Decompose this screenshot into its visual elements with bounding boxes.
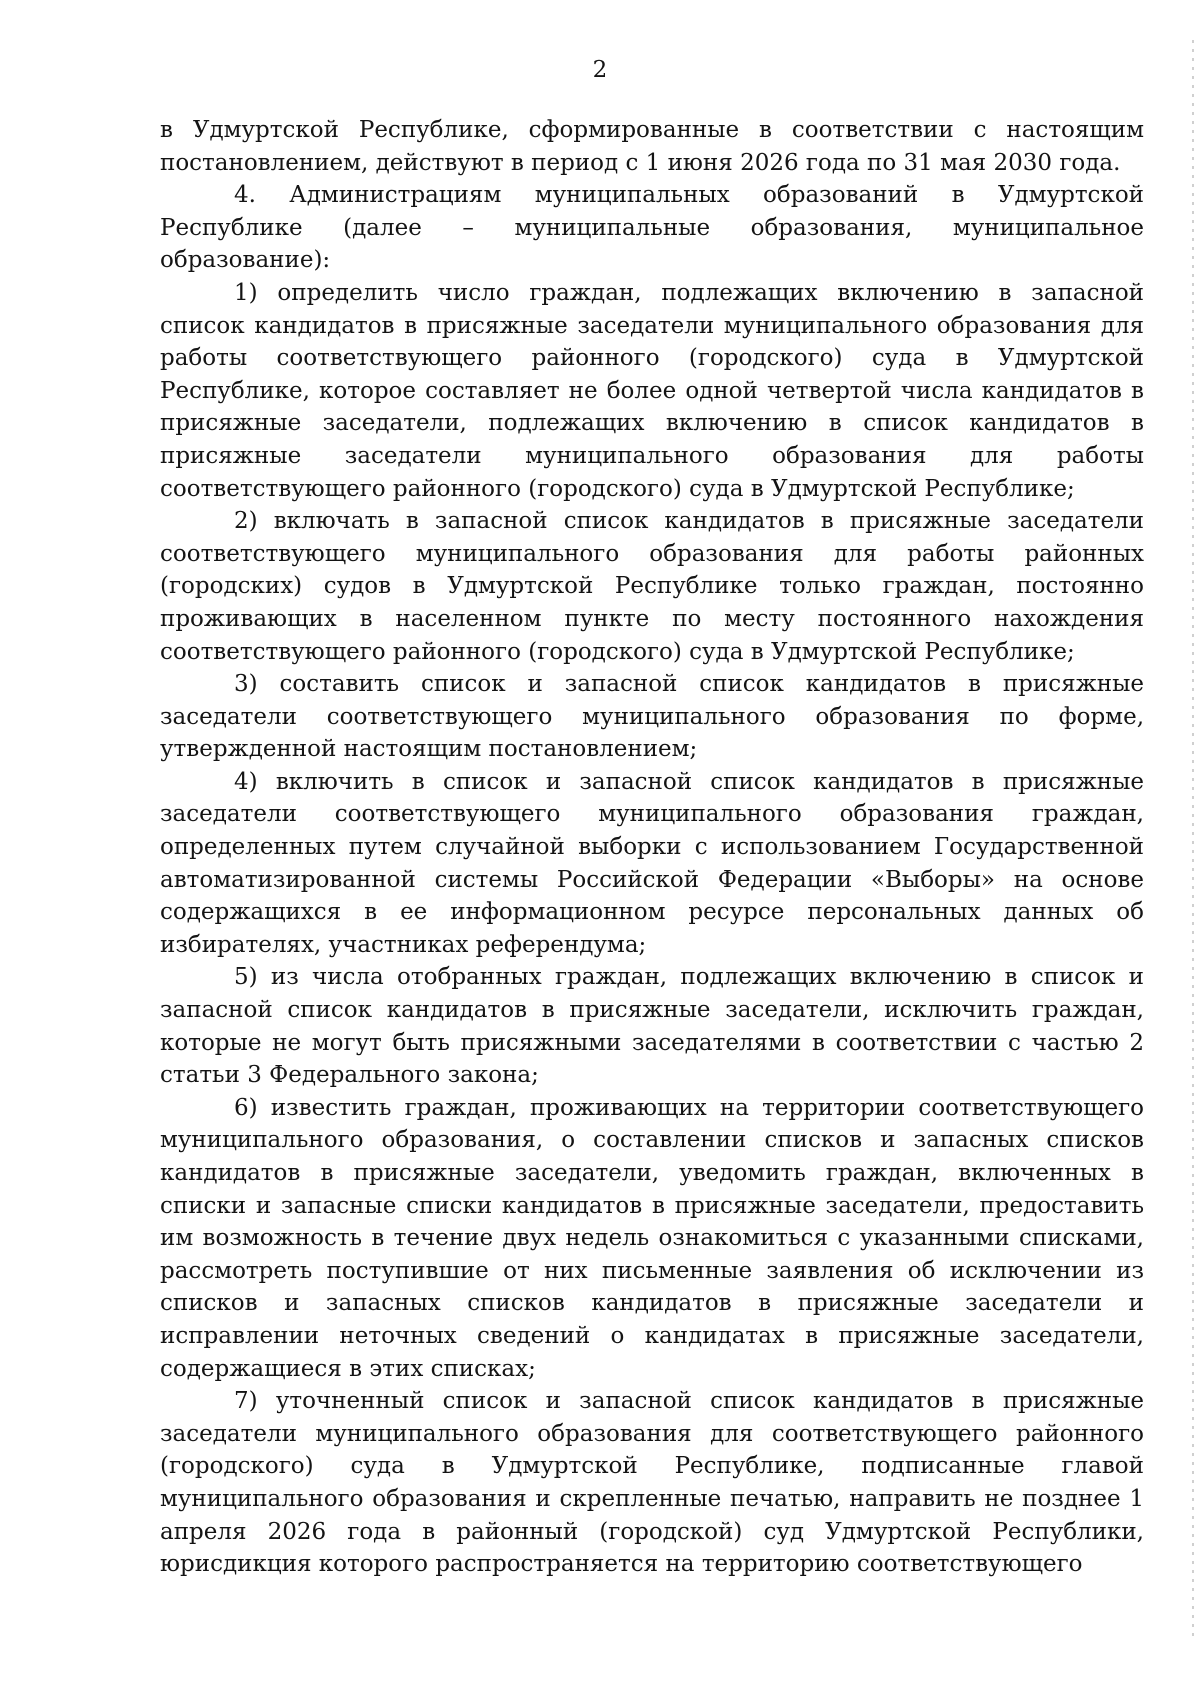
- paragraph-subitem-6: 6) известить граждан, проживающих на территории соответствующего муниципального образования, о составлении списков и запасных списков кандидатов в присяжные заседатели, уведомить граждан, включенных в списки и запасные списки кандидатов в присяжные заседатели, предоставить им возможность в течение двух недель ознакомиться с указанными списками, рассмотреть поступившие от них письменные заявления об исключении из списков и запасных списков кандидатов в присяжные заседатели и исправлении неточных сведений о кандидатах в присяжные заседатели, содержащиеся в этих списках;: [160, 1094, 1144, 1382]
- scan-edge-mark: [1192, 40, 1194, 1640]
- paragraph-subitem-4: 4) включить в список и запасной список кандидатов в присяжные заседатели соответствующего муниципального образования граждан, определенных путем случайной выборки с использованием Государственной автоматизированной системы Российской Федерации «Выборы» на основе содержащихся в ее информационном ресурсе персональных данных об избирателях, участниках референдума;: [160, 768, 1144, 958]
- document-body: [160, 114, 1144, 1581]
- paragraph-continuation: в Удмуртской Республике, сформированные в соответствии с настоящим постановлением, действуют в период с 1 июня 2026 года по 31 мая 2030 года.: [160, 117, 1144, 176]
- paragraph-subitem-1: 1) определить число граждан, подлежащих включению в запасной список кандидатов в присяжные заседатели муниципального образования для работы соответствующего районного (городского) суда в Удмуртской Республике, которое составляет не более одной четвертой числа кандидатов в присяжные заседатели, подлежащих включению в список кандидатов в присяжные заседатели муниципального образования для работы соответствующего районного (городского) суда в Удмуртской Республике;: [160, 279, 1144, 502]
- paragraph-subitem-3: 3) составить список и запасной список кандидатов в присяжные заседатели соответствующего муниципального образования по форме, утвержденной настоящим постановлением;: [160, 671, 1144, 763]
- paragraph-subitem-7: 7) уточненный список и запасной список кандидатов в присяжные заседатели муниципального образования для соответствующего районного (городского) суда в Удмуртской Республике, подписанные главой муниципального образования и скрепленные печатью, направить не позднее 1 апреля 2026 года в районный (городской) суд Удмуртской Республики, юрисдикция которого распространяется на территорию соответствующего: [160, 1388, 1144, 1578]
- page-number: 2: [592, 57, 608, 83]
- paragraph-subitem-2: 2) включать в запасной список кандидатов в присяжные заседатели соответствующего муниципального образования для работы районных (городских) судов в Удмуртской Республике только граждан, постоянно проживающих в населенном пункте по месту постоянного нахождения соответствующего районного (городского) суда в Удмуртской Республике;: [160, 508, 1144, 665]
- paragraph-subitem-5: 5) из числа отобранных граждан, подлежащих включению в список и запасной список кандидатов в присяжные заседатели, исключить граждан, которые не могут быть присяжными заседателями в соответствии с частью 2 статьи 3 Федерального закона;: [160, 964, 1144, 1089]
- paragraph-item-4: 4. Администрациям муниципальных образований в Удмуртской Республике (далее – муниципальные образования, муниципальное образование):: [160, 182, 1144, 274]
